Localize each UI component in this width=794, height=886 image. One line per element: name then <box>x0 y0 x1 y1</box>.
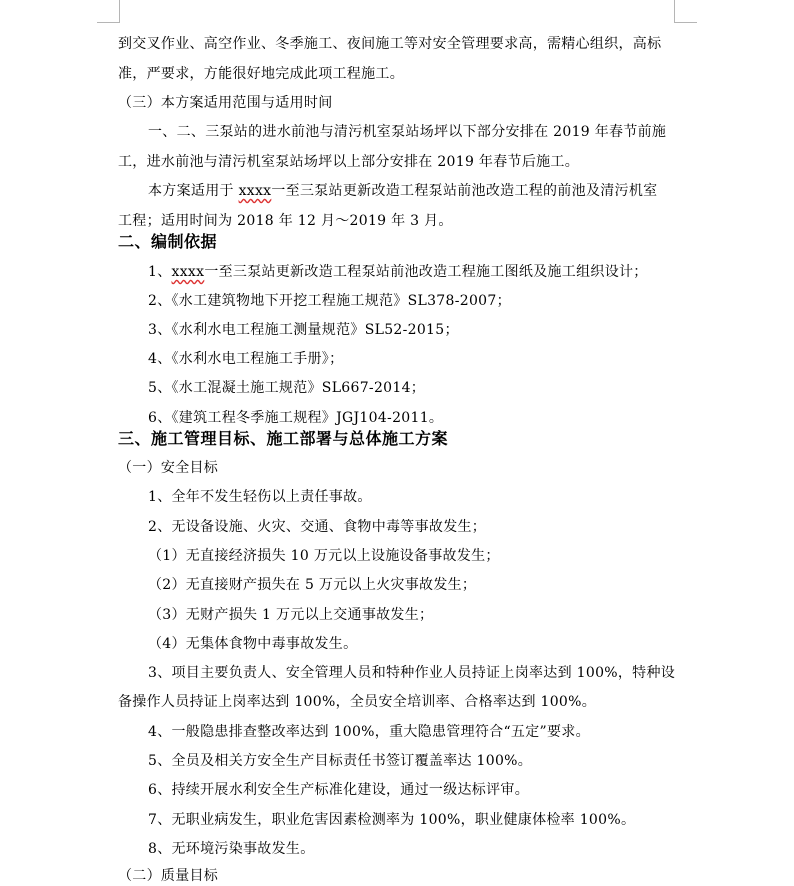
spellcheck-marked-word: xxxx <box>171 264 205 280</box>
paragraph-line: 准，严要求，方能很好地完成此项工程施工。 <box>118 66 404 82</box>
section-heading: （二）质量目标 <box>118 868 219 884</box>
paragraph-line: 到交叉作业、高空作业、冬季施工、夜间施工等对安全管理要求高，需精心组织，高标 <box>118 36 662 52</box>
paragraph-line: 备操作人员持证上岗率达到 100%，全员安全培训率、合格率达到 100%。 <box>118 694 597 710</box>
list-item: 2、无设备设施、火灾、交通、食物中毒等事故发生； <box>148 519 487 535</box>
paragraph-line: 工，进水前池与清污机室泵站场坪以上部分安排在 2019 年春节后施工。 <box>118 154 580 170</box>
list-item: 2、《水工建筑物地下开挖工程施工规范》SL378-2007； <box>148 293 511 309</box>
list-item: 5、《水工混凝土施工规范》SL667-2014； <box>148 380 426 396</box>
list-item: （1）无直接经济损失 10 万元以上设施设备事故发生； <box>148 548 500 564</box>
list-item: 3、项目主要负责人、安全管理人员和特种作业人员持证上岗率达到 100%，特种设 <box>148 665 676 681</box>
list-item: 1、全年不发生轻伤以上责任事故。 <box>148 489 372 505</box>
text-run: 一至三泵站更新改造工程泵站前池改造工程的前池及清污机室 <box>271 183 658 199</box>
list-item: （3）无财产损失 1 万元以上交通事故发生； <box>148 607 434 623</box>
heading-level-1: 三、施工管理目标、施工部署与总体施工方案 <box>118 429 449 448</box>
section-heading: （一）安全目标 <box>118 460 219 476</box>
section-heading: （三）本方案适用范围与适用时间 <box>118 95 333 111</box>
list-item: 3、《水利水电工程施工测量规范》SL52-2015； <box>148 322 459 338</box>
list-item: 4、《水利水电工程施工手册》； <box>148 351 344 367</box>
paragraph-line: 工程；适用时间为 2018 年 12 月～2019 年 3 月。 <box>118 213 453 229</box>
page-corner-mark-top-left <box>97 0 120 23</box>
list-item: （2）无直接财产损失在 5 万元以上火灾事故发生； <box>148 577 477 593</box>
list-item: 8、无环境污染事故发生。 <box>148 841 315 857</box>
list-item: （4）无集体食物中毒事故发生。 <box>148 636 358 652</box>
paragraph-line <box>148 181 657 201</box>
heading-level-1: 二、编制依据 <box>118 232 218 251</box>
list-item: 6、《建筑工程冬季施工规程》JGJ104-2011。 <box>148 410 444 426</box>
list-item: 5、全员及相关方安全生产目标责任书签订覆盖率达 100%。 <box>148 753 533 769</box>
spellcheck-marked-word: xxxx <box>238 183 272 199</box>
paragraph-line: 一、二、三泵站的进水前池与清污机室泵站场坪以下部分安排在 2019 年春节前施 <box>148 124 667 140</box>
page-corner-mark-top-right <box>674 0 697 23</box>
text-run: 一至三泵站更新改造工程泵站前池改造工程施工图纸及施工组织设计； <box>204 264 648 280</box>
text-run: 1、 <box>148 264 172 280</box>
list-item: 7、无职业病发生，职业危害因素检测率为 100%，职业健康体检率 100%。 <box>148 812 636 828</box>
list-item: 6、持续开展水利安全生产标准化建设，通过一级达标评审。 <box>148 782 530 798</box>
text-run: 本方案适用于 <box>148 183 239 199</box>
list-item <box>148 262 648 282</box>
list-item: 4、一般隐患排查整改率达到 100%，重大隐患管理符合“五定”要求。 <box>148 724 590 740</box>
